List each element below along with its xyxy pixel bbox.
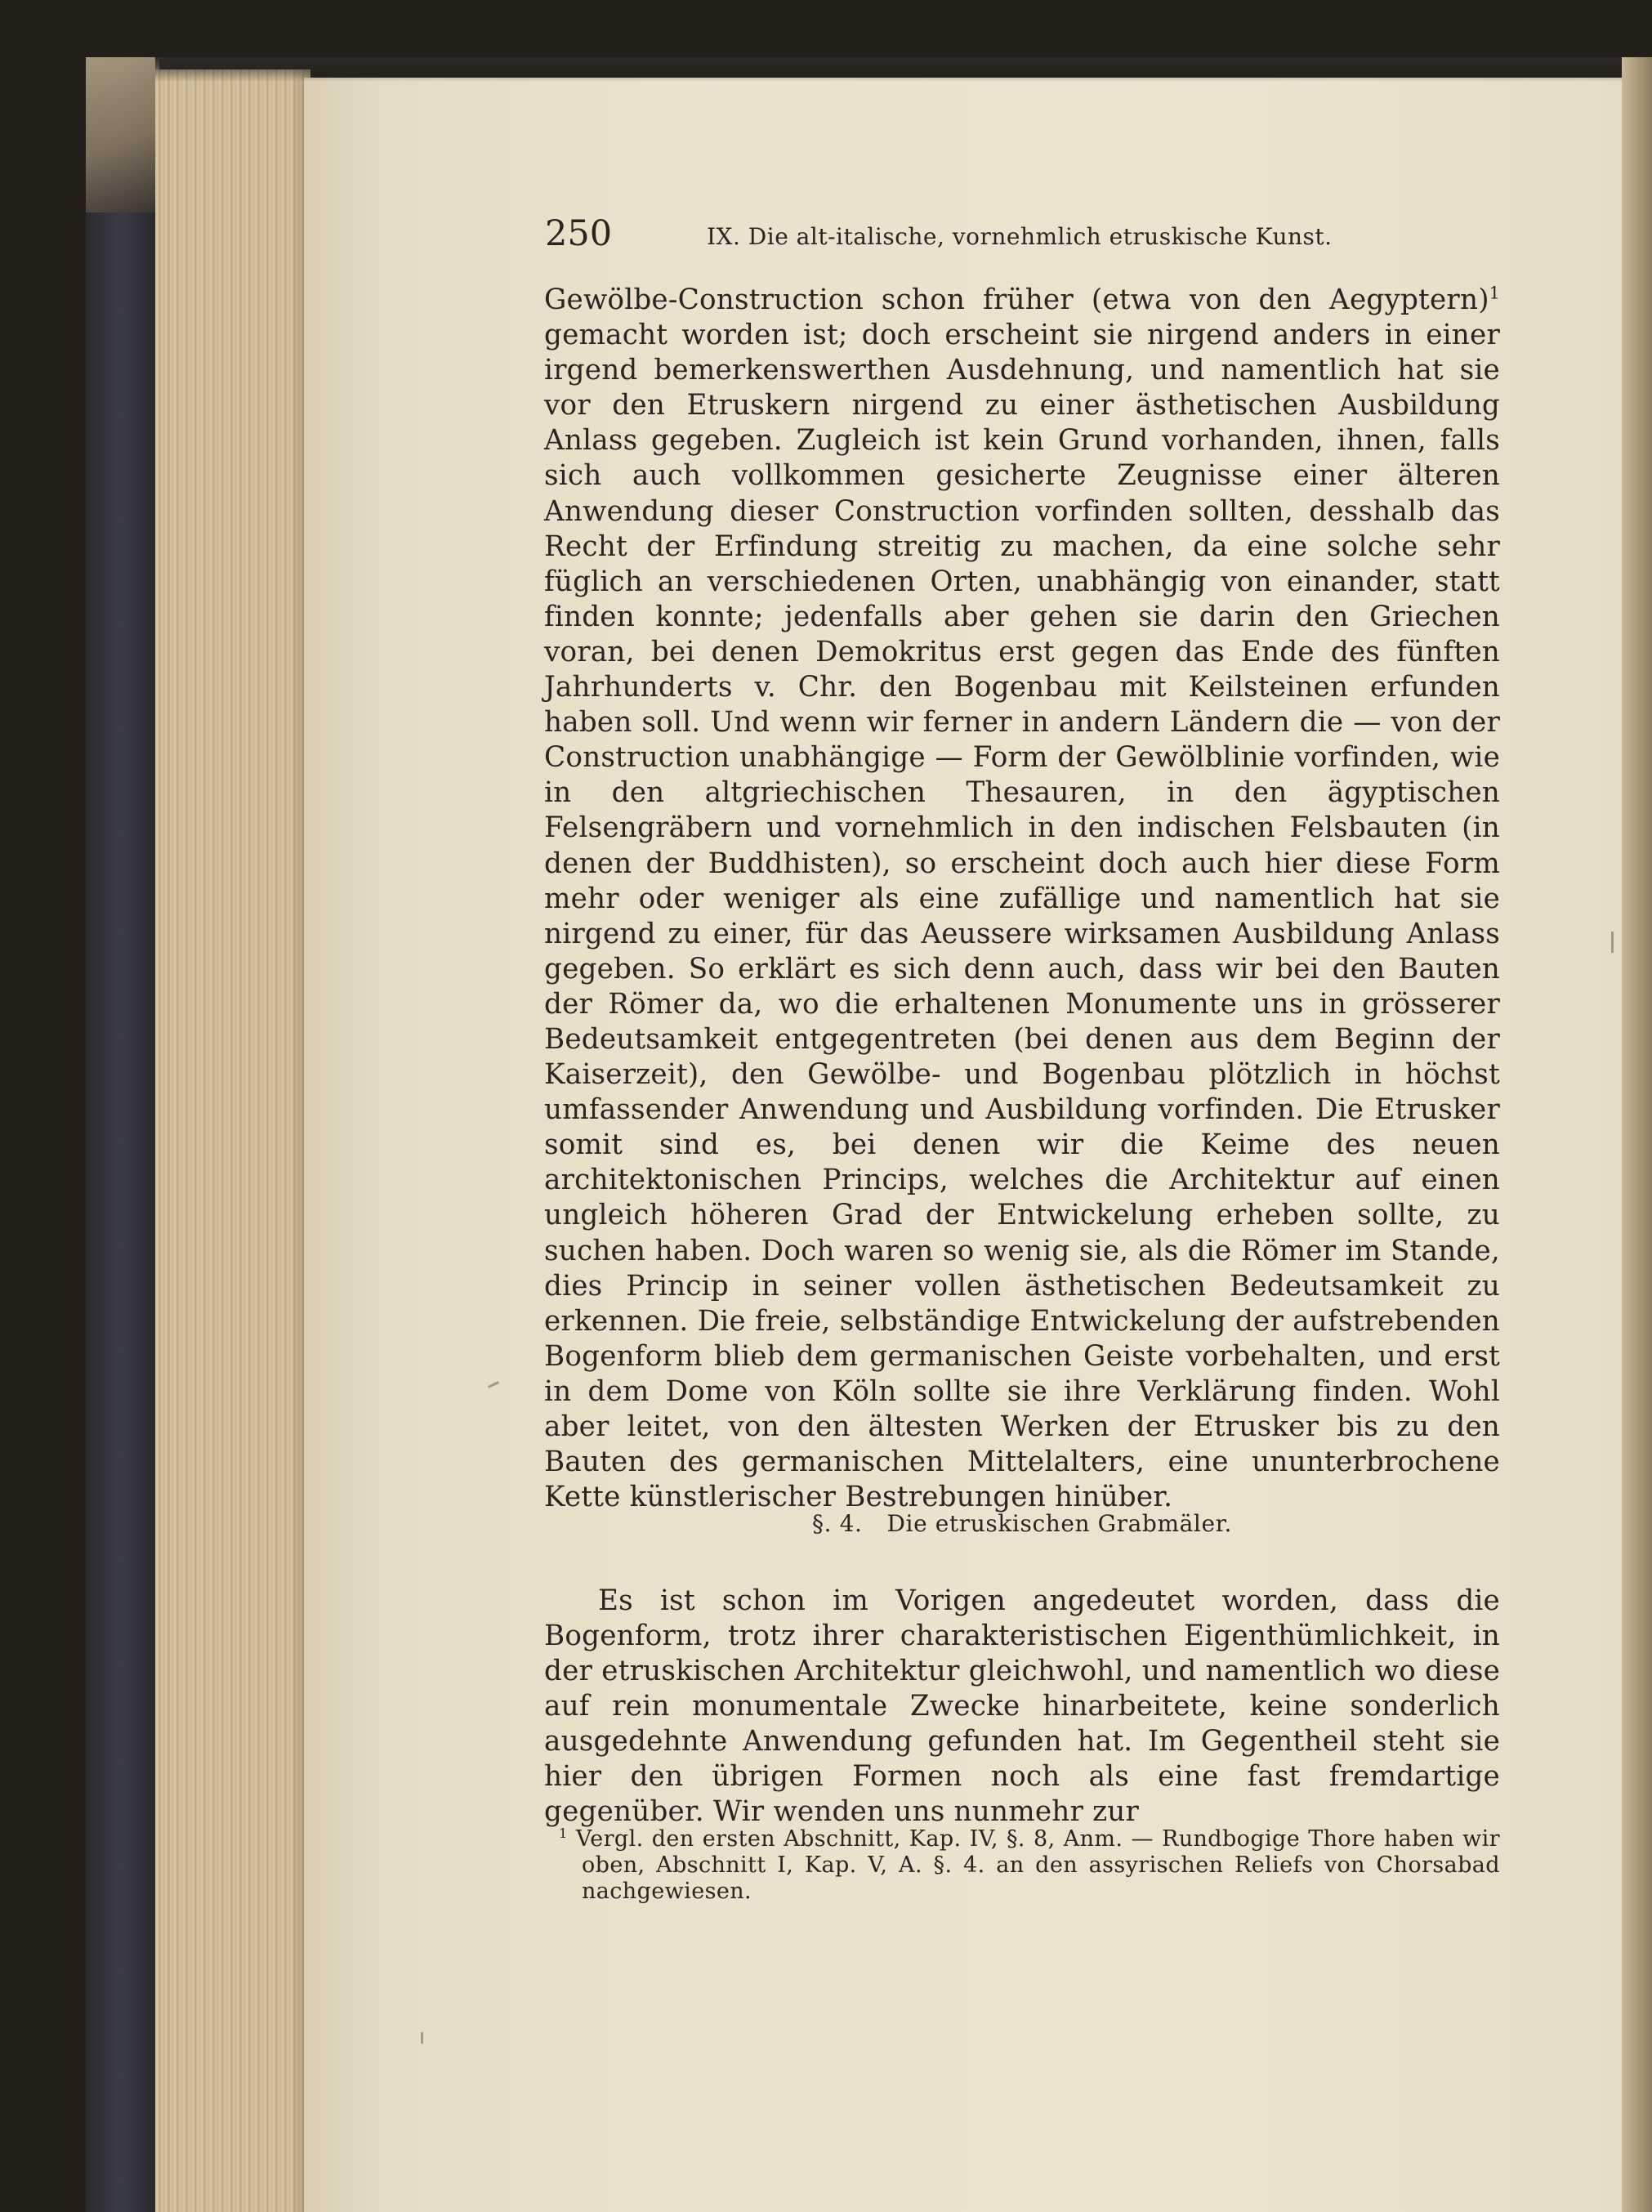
paragraph-1-rest: gemacht worden ist; doch erscheint sie nirgend anders in einer irgend bemerkenswerthen Ausdehnung, und namentlich hat sie vor den Etruskern nirgend zu einer ästhetischen Ausbildung Anlass gegeben. Zugleich ist kein Grund vorhanden, ihnen, falls sich auch vollkommen gesicherte Zeugnisse einer älteren Anwendung dieser Construction vorfinden sollten, desshalb das Recht der Erfindung streitig zu machen, da eine solche sehr füglich an verschiedenen Orten, unabhängig von einander, statt finden konnte; jedenfalls aber gehen sie darin den Griechen voran, bei denen Demokritus erst gegen das Ende des fünften Jahrhunderts v. Chr. den Bogenbau mit Keilsteinen erfunden haben soll. Und wenn wir ferner in andern Ländern die — von der Construction unabhängige — Form der Gewölblinie vorfinden, wie in den altgriechischen Thesauren, in den ägyptischen Felsengräbern und vornehmlich in den indischen Felsbauten (in denen der Buddhisten), so erscheint doch auch hier diese Form mehr oder weniger als eine zufällige und namentlich hat sie nirgend zu einer, für das Aeussere wirksamen Ausbildung Anlass gegeben. So erklärt es sich denn auch, dass wir bei den Bauten der Römer da, wo die erhaltenen Monumente uns in grösserer Bedeutsamkeit entgegentreten (bei denen aus dem Beginn der Kaiserzeit), den Gewölbe- und Bogenbau plötzlich in höchst umfassender Anwendung und Ausbildung vorfinden. Die Etrusker somit sind es, bei denen wir die Keime des neuen architektonischen Princips, welches die Architektur auf einen ungleich höheren Grad der Entwickelung erheben sollte, zu suchen haben. Doch waren so wenig sie, als die Römer im Stande, dies Princip in seiner vollen ästhetischen Bedeutsamkeit zu erkennen. Die freie, selbständige Entwickelung der aufstrebenden Bogenform blieb dem germanischen Geiste vorbehalten, und erst in dem Dome von Köln sollte sie ihre Verklärung finden. Wohl aber leitet, von den ältesten Werken der Etrusker bis zu den Bauten des germanischen Mittelalters, eine ununterbrochene Kette künstlerischer Bestrebungen hinüber. — [544, 319, 1500, 1514]
body-paragraph-1 — [544, 283, 1500, 1515]
footnote-reference: 1 — [1489, 283, 1500, 303]
pencil-mark — [421, 2032, 423, 2044]
paragraph-1 — [544, 283, 1500, 1515]
footnote-marker: 1 — [559, 1825, 568, 1841]
footnote-text: Vergl. den ersten Abschnitt, Kap. IV, §. 8, Anm. — Rundbogige Thore haben wir oben, Abschnitt I, Kap. V, A. §. 4. an den assyrischen Reliefs von Chorsabad nachgewiesen. — [567, 1826, 1500, 1904]
section-heading — [544, 1510, 1500, 1538]
page-header — [545, 214, 1485, 263]
running-title: IX. Die alt-italische, vornehmlich etruskische Kunst. — [707, 223, 1333, 250]
section-title: Die etruskischen Grabmäler. — [886, 1510, 1233, 1537]
body-paragraph-2 — [544, 1584, 1500, 1830]
footnote-text-block — [544, 1826, 1500, 1905]
footnote — [544, 1826, 1500, 1905]
section-number: §. 4. — [811, 1510, 863, 1537]
paragraph-2: Es ist schon im Vorigen angedeutet worden, dass die Bogenform, trotz ihrer charakteristischen Eigenthümlichkeit, in der etruskischen Architektur gleichwohl, und namentlich wo diese auf rein monumentale Zwecke hinarbeitete, keine sonderlich ausgedehnte Anwendung gefunden hat. Im Gegentheil steht sie hier den übrigen Formen noch als eine fast fremdartige gegenüber. Wir wenden uns nunmehr zur — [544, 1584, 1500, 1828]
top-shadow — [155, 57, 1652, 82]
paragraph-1-start: Gewölbe-Construction schon früher (etwa von den Aegyptern) — [544, 284, 1489, 316]
cover-corner-leather — [86, 57, 159, 212]
page-number: 250 — [545, 213, 613, 254]
page-edges — [155, 69, 310, 2212]
pencil-mark — [1611, 932, 1614, 953]
right-page-edge — [1622, 57, 1652, 2212]
